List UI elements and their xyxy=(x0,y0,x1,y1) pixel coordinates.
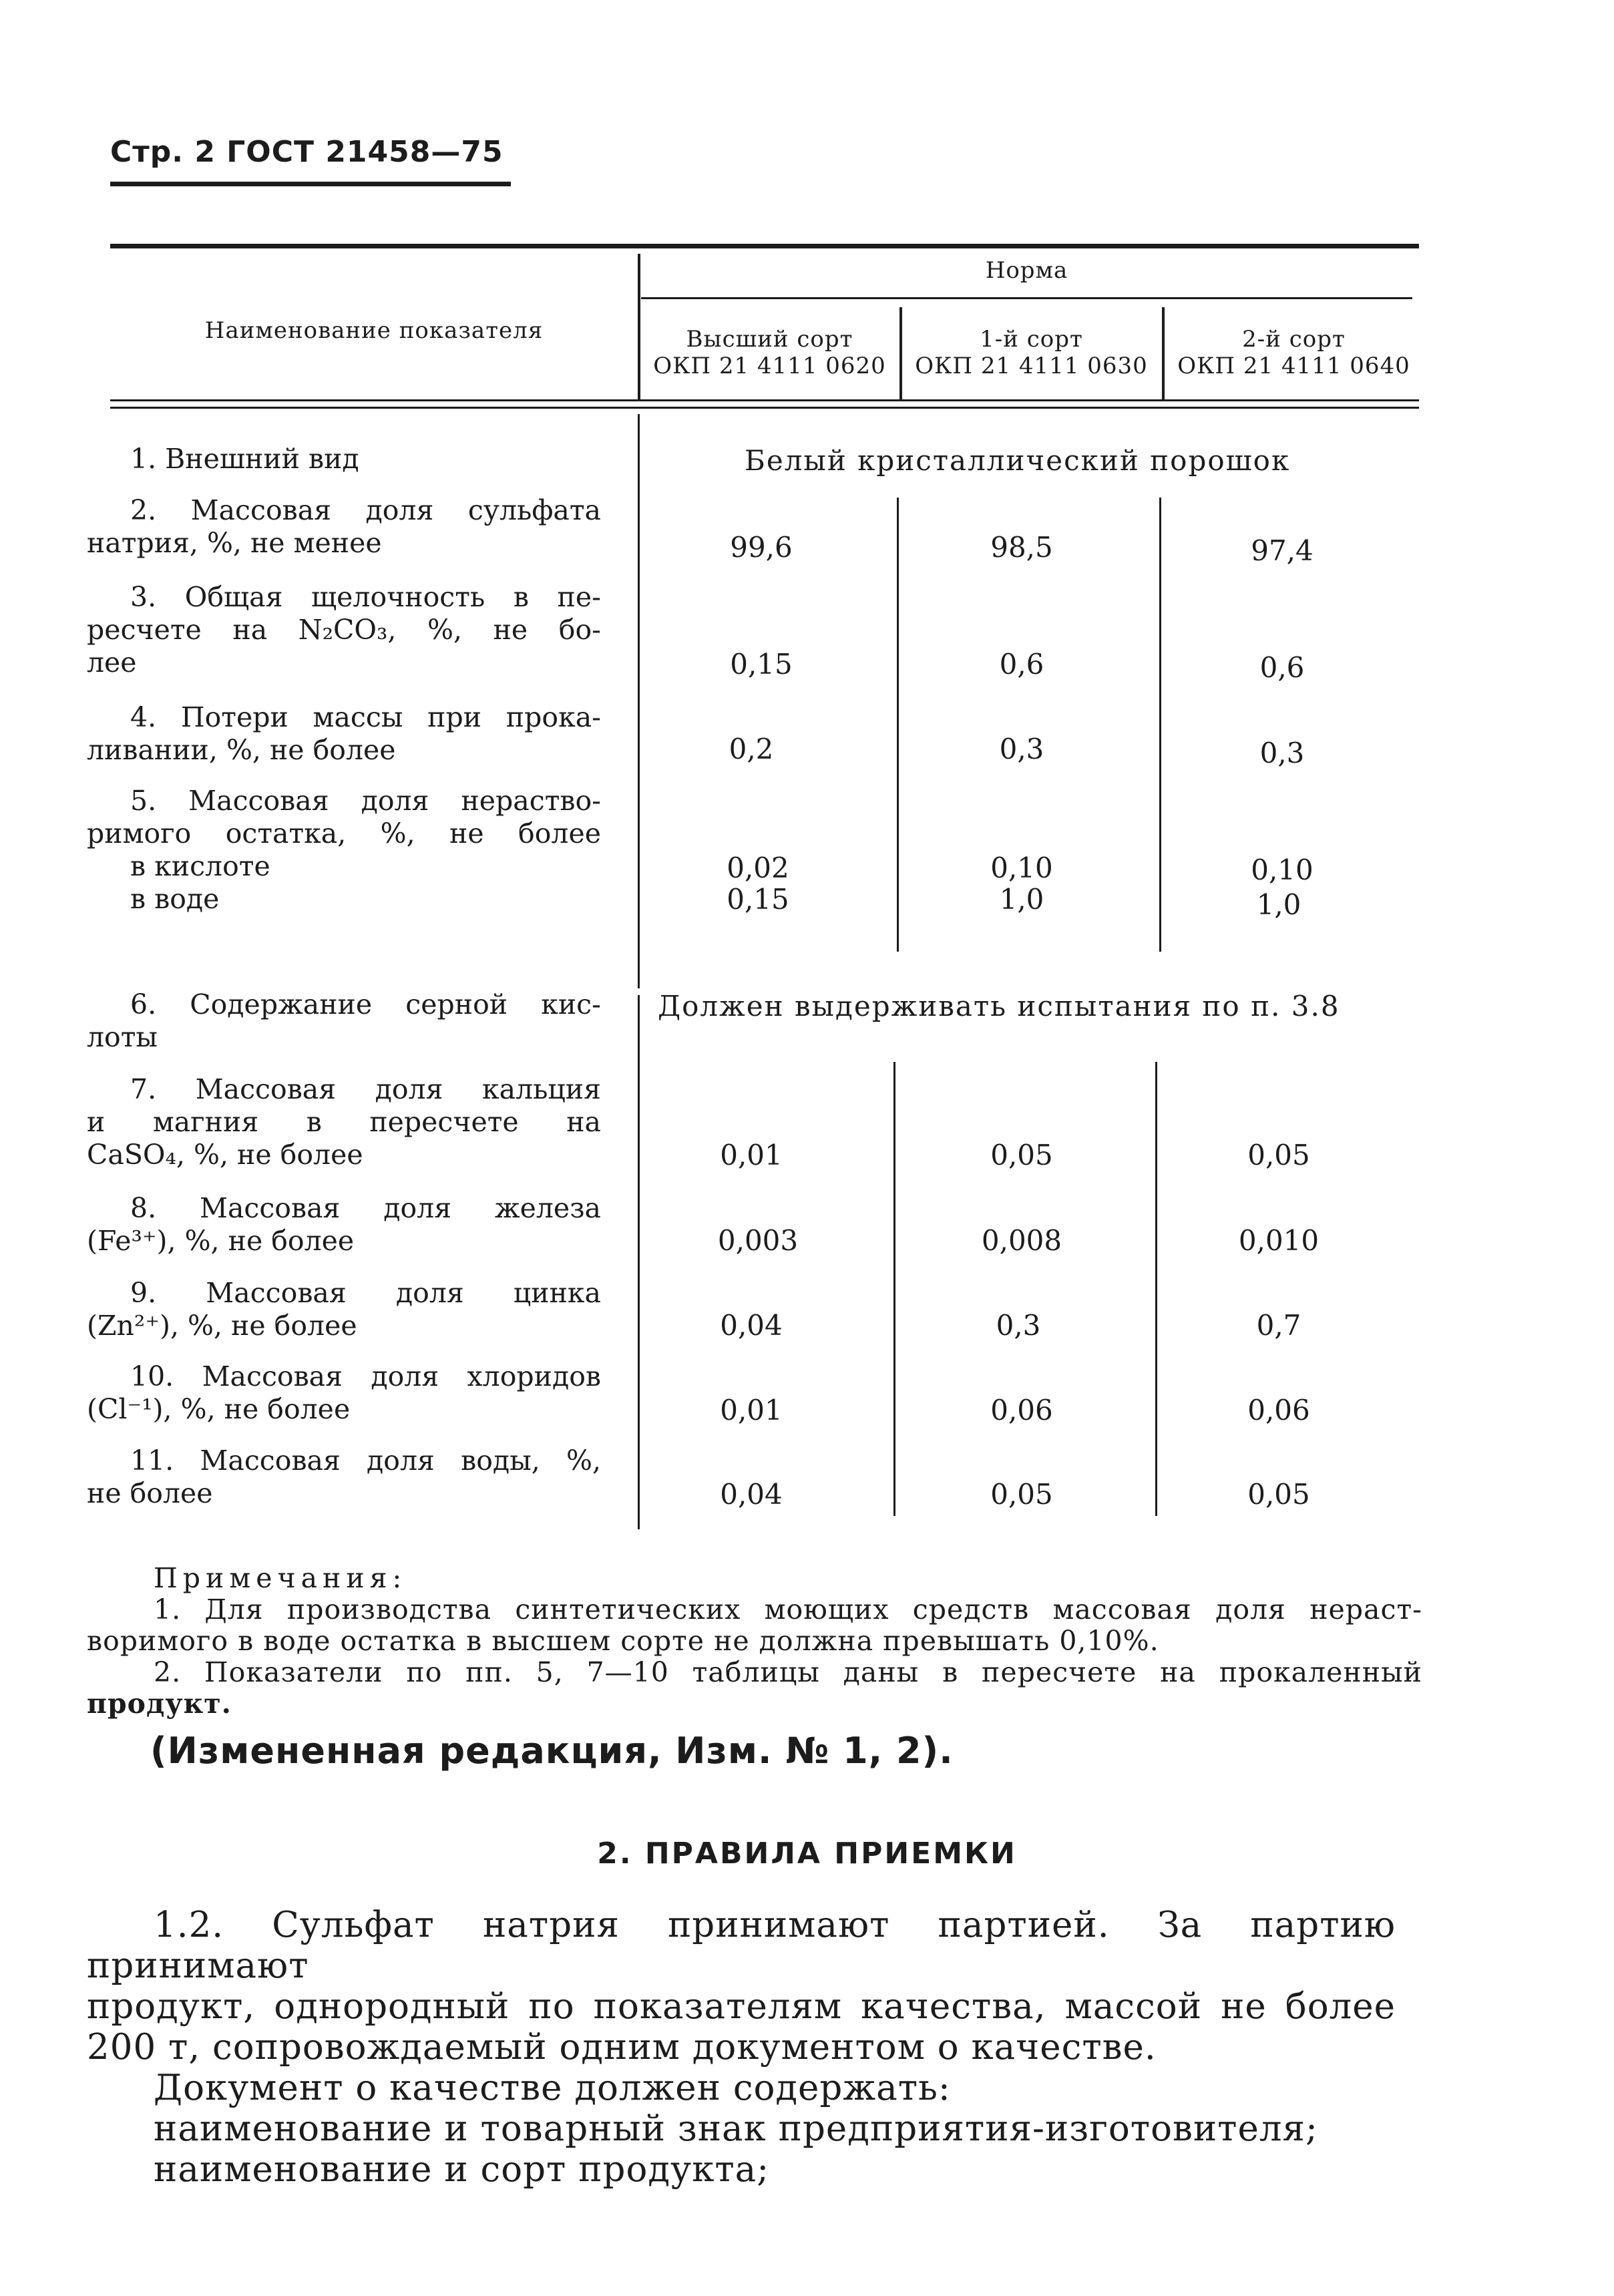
name-column-divider-body-2 xyxy=(638,995,640,1529)
note-line: 2. Показатели по пп. 5, 7—10 таблицы даны в пересчете на прокаленный xyxy=(154,1656,1422,1688)
row-10-value-first: 0,06 xyxy=(990,1394,1053,1426)
grade-code: ОКП 21 4111 0620 xyxy=(653,353,886,379)
grade-name: 2-й сорт xyxy=(1242,326,1346,353)
note-line: продукт. xyxy=(87,1688,232,1720)
row-label-line: 1. Внешний вид xyxy=(130,443,359,475)
row-label-line: 11. Массовая доля воды, %, xyxy=(130,1445,601,1477)
row-label-line: 7. Массовая доля кальция xyxy=(130,1073,601,1105)
row-10-value-premium: 0,01 xyxy=(720,1394,783,1426)
row-5-water-second: 1,0 xyxy=(1256,888,1301,921)
row-label-line: 3. Общая щелочность в пе- xyxy=(130,581,601,613)
row-label-line: римого остатка, %, не более xyxy=(87,817,601,849)
name-column-divider xyxy=(638,254,640,399)
row-11-value-second: 0,05 xyxy=(1247,1478,1310,1511)
row-label-5 xyxy=(87,785,601,916)
row-label-line: в кислоте xyxy=(130,850,270,882)
note-line: 1. Для производства синтетических моющих средств массовая доля нераст- xyxy=(154,1593,1422,1625)
grade2-divider-body-1 xyxy=(1159,498,1161,952)
row-label-line: 5. Массовая доля нераство- xyxy=(130,785,601,817)
row-5-water-premium: 0,15 xyxy=(727,883,789,916)
amendment-note: (Измененная редакция, Изм. № 1, 2). xyxy=(150,1730,954,1772)
row-label-line: 6. Содержание серной кис- xyxy=(130,988,601,1020)
grade-code: ОКП 21 4111 0630 xyxy=(915,353,1148,379)
row-label-line: (Zn²⁺), %, не более xyxy=(87,1310,357,1342)
row-8-value-first: 0,008 xyxy=(981,1224,1062,1257)
row-8-value-second: 0,010 xyxy=(1238,1224,1320,1257)
body-line: 200 т, сопровождаемый одним документом о качестве. xyxy=(87,2027,1157,2068)
notes-title: Примечания: xyxy=(154,1562,407,1594)
grade-code: ОКП 21 4111 0640 xyxy=(1177,353,1410,379)
row-label-4 xyxy=(87,701,601,767)
row-7-value-premium: 0,01 xyxy=(720,1139,783,1171)
row-label-1 xyxy=(87,443,601,475)
row-label-line: и магния в пересчете на xyxy=(87,1106,601,1138)
row-label-line: лее xyxy=(87,646,137,679)
row-2-value-premium: 99,6 xyxy=(730,531,793,564)
row-label-line: 9. Массовая доля цинка xyxy=(130,1277,601,1309)
row-label-line: натрия, %, не менее xyxy=(87,527,382,559)
row-label-line: (Fe³⁺), %, не более xyxy=(87,1225,355,1257)
header-rule xyxy=(110,182,511,186)
row-label-3 xyxy=(87,581,601,679)
row-5-water-first: 1,0 xyxy=(999,883,1044,916)
grade1-divider-body-2 xyxy=(893,1062,895,1516)
row-label-10 xyxy=(87,1360,601,1426)
row-3-value-first: 0,6 xyxy=(999,648,1044,681)
grade-header-first xyxy=(903,326,1160,379)
row-7-value-first: 0,05 xyxy=(990,1139,1053,1171)
row-3-value-second: 0,6 xyxy=(1259,651,1305,684)
row-10-value-second: 0,06 xyxy=(1247,1394,1310,1426)
row-11-value-premium: 0,04 xyxy=(720,1478,783,1511)
grade1-divider-body-1 xyxy=(897,498,899,952)
header-bottom-rule-2 xyxy=(110,407,1419,409)
row-7-value-second: 0,05 xyxy=(1247,1139,1310,1171)
column-header-norm: Норма xyxy=(985,257,1068,284)
grade1-divider-header xyxy=(899,307,902,399)
table-notes xyxy=(87,1563,1422,1720)
grade-name: 1-й сорт xyxy=(980,326,1083,353)
row-label-line: 2. Массовая доля сульфата xyxy=(130,494,601,526)
row-5-acid-premium: 0,02 xyxy=(727,851,789,884)
row-4-value-first: 0,3 xyxy=(999,733,1044,765)
row-8-value-premium: 0,003 xyxy=(717,1224,799,1257)
row-5-acid-second: 0,10 xyxy=(1251,853,1314,886)
row-9-value-first: 0,3 xyxy=(996,1309,1041,1342)
row-9-value-second: 0,7 xyxy=(1256,1309,1301,1342)
body-line: наименование и сорт продукта; xyxy=(154,2149,770,2190)
row-label-7 xyxy=(87,1073,601,1171)
row-label-line: лоты xyxy=(87,1021,158,1053)
row-label-6 xyxy=(87,988,601,1054)
grade-name: Высший сорт xyxy=(686,326,853,353)
column-header-name: Наименование показателя xyxy=(204,317,544,344)
grade-header-second xyxy=(1165,326,1422,379)
row-value-span-1: Белый кристаллический порошок xyxy=(745,444,1291,477)
header-bottom-rule-1 xyxy=(110,399,1419,401)
row-value-span-6: Должен выдерживать испытания по п. 3.8 xyxy=(658,990,1340,1022)
row-label-line: 4. Потери массы при прока- xyxy=(130,701,601,733)
body-line: 1.2. Сульфат натрия принимают партией. За партию принимают xyxy=(87,1905,1396,1986)
row-label-11 xyxy=(87,1445,601,1510)
note-line: воримого в воде остатка в высшем сорте не должна превышать 0,10%. xyxy=(87,1625,1159,1657)
row-label-line: (Cl⁻¹), %, не более xyxy=(87,1393,351,1425)
row-label-line: 8. Массовая доля железа xyxy=(130,1192,601,1224)
row-label-2 xyxy=(87,494,601,560)
row-label-line: 10. Массовая доля хлоридов xyxy=(130,1360,601,1392)
page-header: Стр. 2 ГОСТ 21458—75 xyxy=(110,135,503,169)
row-label-line: в воде xyxy=(130,883,220,915)
section-title: 2. ПРАВИЛА ПРИЕМКИ xyxy=(597,1837,1017,1871)
row-4-value-premium: 0,2 xyxy=(729,733,774,765)
name-column-divider-body xyxy=(638,414,640,988)
body-line: наименование и товарный знак предприятия-изготовителя; xyxy=(154,2108,1318,2149)
body-line: Документ о качестве должен содержать: xyxy=(154,2068,951,2108)
table-top-rule xyxy=(110,244,1419,248)
row-label-9 xyxy=(87,1277,601,1342)
row-4-value-second: 0,3 xyxy=(1259,737,1305,769)
row-11-value-first: 0,05 xyxy=(990,1478,1053,1511)
norm-rule xyxy=(641,297,1412,299)
row-5-acid-first: 0,10 xyxy=(990,851,1053,884)
row-label-line: ресчете на N₂CO₃, %, не бо- xyxy=(87,614,601,646)
row-label-8 xyxy=(87,1192,601,1258)
row-2-value-second: 97,4 xyxy=(1251,534,1314,567)
row-2-value-first: 98,5 xyxy=(990,531,1053,564)
grade-header-premium xyxy=(641,326,898,379)
grade2-divider-header xyxy=(1162,307,1165,399)
body-paragraph xyxy=(87,1905,1396,2190)
row-label-line: ливании, %, не более xyxy=(87,734,396,766)
row-3-value-premium: 0,15 xyxy=(730,648,793,681)
body-line: продукт, однородный по показателям качества, массой не более xyxy=(87,1986,1396,2027)
row-9-value-premium: 0,04 xyxy=(720,1309,783,1342)
grade2-divider-body-2 xyxy=(1155,1062,1157,1516)
row-label-line: не более xyxy=(87,1477,213,1509)
row-label-line: CaSO₄, %, не более xyxy=(87,1139,363,1171)
